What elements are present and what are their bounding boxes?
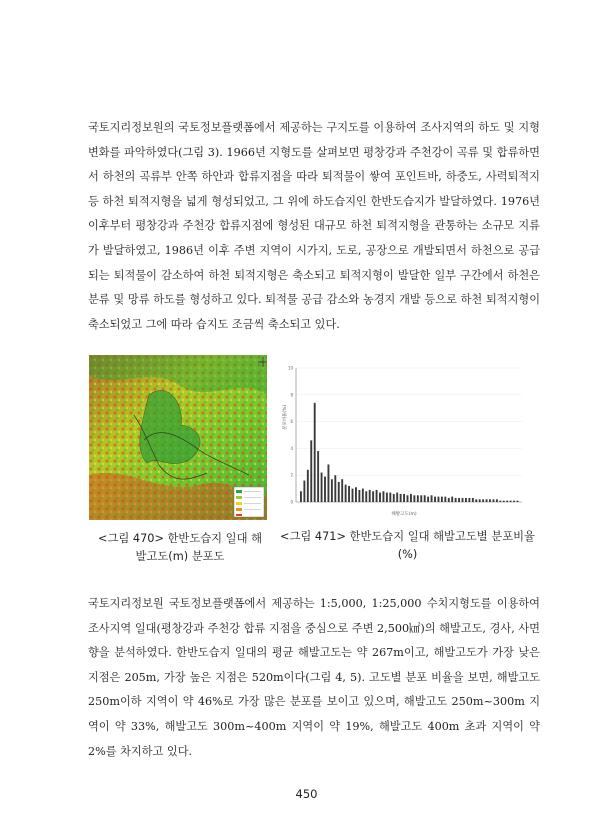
chart-bar	[345, 485, 347, 502]
chart-bar	[444, 497, 446, 502]
chart-bar	[517, 501, 519, 502]
chart-y-tick-label: 0	[290, 499, 293, 505]
chart-bar	[506, 501, 508, 502]
chart-y-axis-label: 분포비율(%)	[283, 404, 288, 430]
chart-bar	[499, 501, 501, 502]
chart-bar	[475, 499, 477, 502]
chart-bar	[482, 499, 484, 502]
chart-bar	[441, 497, 443, 502]
chart-bar	[365, 491, 367, 502]
chart-y-tick-label: 8	[290, 392, 293, 398]
chart-bar	[372, 491, 374, 502]
chart-y-tick-label: 6	[290, 419, 293, 425]
chart-bar	[486, 499, 488, 502]
chart-bar	[427, 497, 429, 502]
chart-bar	[314, 403, 316, 502]
chart-bar	[348, 486, 350, 502]
chart-bar	[362, 489, 364, 502]
chart-bar	[513, 501, 515, 502]
chart-bar	[407, 495, 409, 502]
chart-bar	[493, 499, 495, 502]
chart-bar	[307, 470, 309, 502]
chart-bar	[434, 497, 436, 502]
chart-bar	[448, 498, 450, 502]
chart-bar	[393, 494, 395, 502]
chart-bar	[352, 489, 354, 502]
chart-bar	[417, 495, 419, 502]
chart-bar	[462, 498, 464, 502]
chart-bar	[420, 495, 422, 502]
chart-bar	[383, 491, 385, 502]
chart-bar	[438, 497, 440, 502]
paragraph-topographic-change: 국토지리정보원의 국토정보플랫폼에서 제공하는 구지도를 이용하여 조사지역의 하도 및 지형 변화를 파악하였다(그림 3). 1966년 지형도를 살펴보면 평창강과 주천강이 곡류 및 합류하면서 하천의 곡류부 안쪽 하안과 합류지점을 따라 퇴적물이 쌓여 포인트바, 하중도, 사력퇴적지 등 하천 퇴적지형을 넓게 형성되었고, 그 위에 하도습지인 한반도습지가 발달하였다. 1976년 이후부터 평창강과 주천강 합류지점에 형성된 대규모 하천 퇴적지형을 관통하는 소규모 지류가 발달하였고, 1986년 이후 주변 지역이 시가지, 도로, 공장으로 개발되면서 하천으로 공급되는 퇴적물이 감소하여 하천 퇴적지형은 축소되고 퇴적지형이 발달한 일부 구간에서 하천은 분류 및 망류 하도를 형성하고 있다. 퇴적물 공급 감소와 농경지 개발 등으로 하천 퇴적지형이 축소되었고 그에 따라 습지도 조금씩 축소되고 있다.	[88, 121, 540, 331]
chart-bar	[338, 482, 340, 502]
chart-y-tick-label: 2	[290, 472, 293, 478]
elevation-map-figure	[89, 355, 267, 520]
chart-bar	[465, 498, 467, 502]
chart-bar	[324, 477, 326, 502]
chart-bar	[369, 490, 371, 502]
chart-y-tick-label: 10	[287, 365, 293, 371]
chart-bar	[389, 493, 391, 502]
chart-bar	[379, 493, 381, 502]
chart-bar	[455, 498, 457, 502]
chart-bar	[458, 498, 460, 502]
figure-471-caption: <그림 471> 한반도습지 일대 해발고도별 분포비율(%)	[280, 530, 535, 561]
chart-bar	[410, 494, 412, 502]
chart-bar	[496, 499, 498, 502]
elevation-distribution-chart	[278, 360, 530, 520]
chart-bar	[386, 493, 388, 502]
chart-bar	[310, 440, 312, 502]
chart-bar	[400, 494, 402, 502]
chart-bar	[510, 501, 512, 502]
chart-bar	[328, 464, 330, 502]
chart-bar	[358, 490, 360, 502]
chart-bar	[451, 497, 453, 502]
chart-bar	[355, 487, 357, 502]
chart-bar	[403, 494, 405, 502]
chart-bar	[413, 495, 415, 502]
chart-bar	[479, 499, 481, 502]
map-legend	[234, 487, 264, 517]
chart-bar	[431, 495, 433, 502]
figure-470-caption: <그림 470> 한반도습지 일대 해발고도(m) 분포도	[98, 532, 262, 563]
chart-bar	[303, 481, 305, 502]
chart-bar	[376, 490, 378, 502]
chart-bar	[331, 479, 333, 502]
chart-x-axis-label: 해발고도(m)	[391, 512, 417, 517]
paragraph-elevation-analysis: 국토지리정보원 국토정보플랫폼에서 제공하는 1:5,000, 1:25,000 수치지형도를 이용하여 조사지역 일대(평창강과 주천강 합류 지점을 중심으로 주변 2,500㎢)의 해발고도, 경사, 사면향을 분석하였다. 한반도습지 일대의 평균 해발고도는 약 267m이고, 해발고도가 가장 낮은 지점은 205m, 가장 높은 지점은 520m이다(그림 4, 5). 고도별 분포 비율을 보면, 해발고도 250m이하 지역이 약 46%로 가장 많은 분포를 보이고 있으며, 해발고도 250m~300m 지역이 약 33%, 해발고도 300m~400m 지역이 약 19%, 해발고도 400m 초과 지역이 약 2%를 차지하고 있다.	[88, 597, 540, 758]
chart-bar	[396, 493, 398, 502]
chart-bar	[341, 479, 343, 502]
chart-bar	[468, 498, 470, 502]
chart-bar	[334, 475, 336, 502]
chart-bar	[503, 501, 505, 502]
chart-y-tick-label: 4	[290, 445, 293, 451]
chart-bar	[472, 498, 474, 502]
page-number: 450	[295, 787, 318, 801]
chart-bar	[489, 499, 491, 502]
chart-bar	[317, 451, 319, 502]
chart-bar	[424, 495, 426, 502]
chart-bar	[321, 473, 323, 502]
chart-bar	[300, 491, 302, 502]
